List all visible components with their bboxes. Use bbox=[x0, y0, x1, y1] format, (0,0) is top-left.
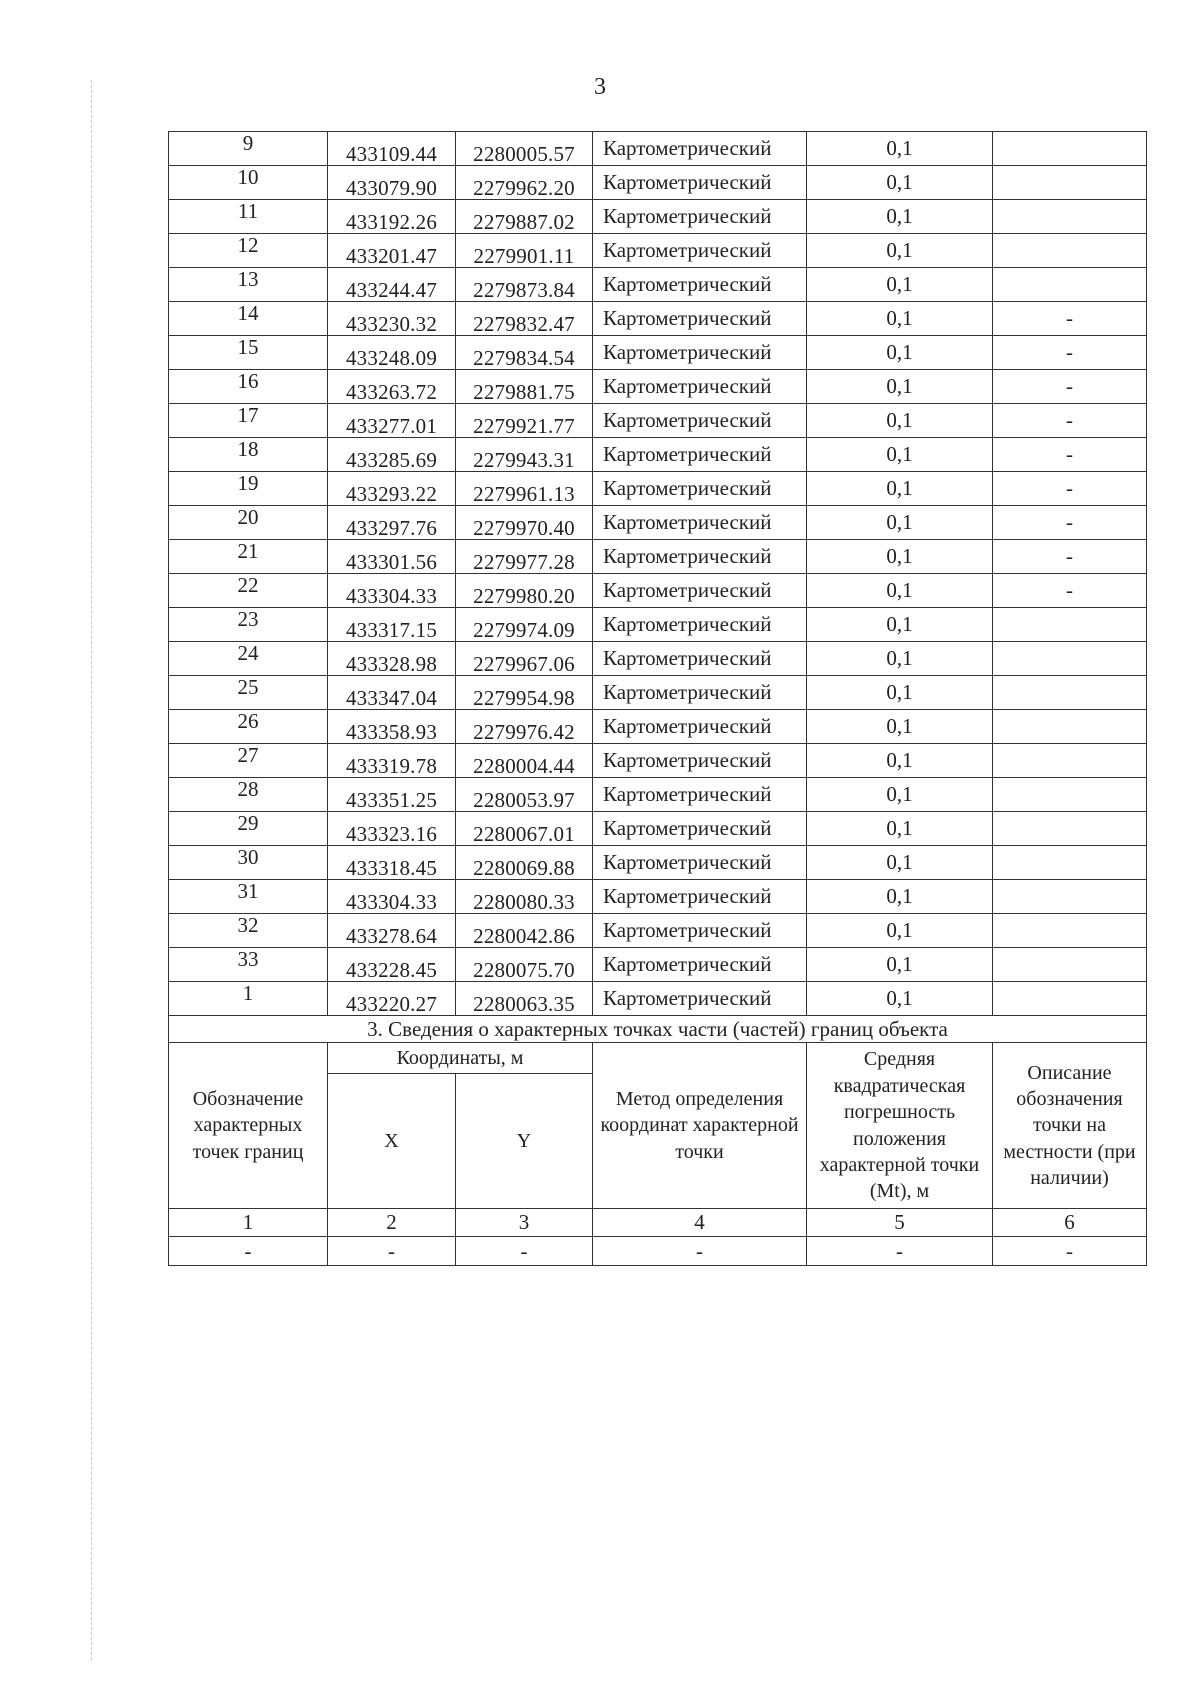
y-coordinate-cell: 2280075.70 bbox=[456, 948, 593, 982]
y-coordinate-cell: 2280005.57 bbox=[456, 132, 593, 166]
method-cell: Картометрический bbox=[593, 200, 807, 234]
description-cell bbox=[993, 200, 1147, 234]
table-row bbox=[169, 982, 1147, 1016]
column-numbers-row bbox=[169, 1209, 1147, 1237]
error-cell: 0,1 bbox=[807, 710, 993, 744]
error-cell: 0,1 bbox=[807, 132, 993, 166]
point-number-cell: 24 bbox=[169, 642, 328, 676]
table-row bbox=[169, 812, 1147, 846]
point-number-cell: 1 bbox=[169, 982, 328, 1016]
method-cell: Картометрический bbox=[593, 914, 807, 948]
point-number-cell: 32 bbox=[169, 914, 328, 948]
x-coordinate-cell: 433285.69 bbox=[328, 438, 456, 472]
section3-header-row-top bbox=[169, 1043, 1147, 1074]
description-cell: - bbox=[993, 438, 1147, 472]
description-cell bbox=[993, 132, 1147, 166]
error-cell: 0,1 bbox=[807, 166, 993, 200]
y-coordinate-cell: 2280080.33 bbox=[456, 880, 593, 914]
y-coordinate-cell: 2279977.28 bbox=[456, 540, 593, 574]
x-coordinate-cell: 433228.45 bbox=[328, 948, 456, 982]
table-row bbox=[169, 506, 1147, 540]
error-cell: 0,1 bbox=[807, 812, 993, 846]
y-coordinate-cell: 2280067.01 bbox=[456, 812, 593, 846]
column-number: 6 bbox=[993, 1209, 1147, 1237]
table-row bbox=[169, 370, 1147, 404]
table-row bbox=[169, 200, 1147, 234]
empty-cell: - bbox=[993, 1237, 1147, 1266]
column-number: 1 bbox=[169, 1209, 328, 1237]
table-row bbox=[169, 948, 1147, 982]
x-coordinate-cell: 433220.27 bbox=[328, 982, 456, 1016]
x-coordinate-cell: 433248.09 bbox=[328, 336, 456, 370]
table-row bbox=[169, 574, 1147, 608]
description-cell bbox=[993, 608, 1147, 642]
method-cell: Картометрический bbox=[593, 268, 807, 302]
x-coordinate-cell: 433277.01 bbox=[328, 404, 456, 438]
column-number: 2 bbox=[328, 1209, 456, 1237]
boundary-points-table bbox=[168, 131, 1147, 1266]
y-coordinate-cell: 2279921.77 bbox=[456, 404, 593, 438]
description-cell: - bbox=[993, 370, 1147, 404]
description-cell: - bbox=[993, 574, 1147, 608]
x-coordinate-cell: 433347.04 bbox=[328, 676, 456, 710]
method-cell: Картометрический bbox=[593, 302, 807, 336]
point-number-cell: 23 bbox=[169, 608, 328, 642]
point-number-cell: 26 bbox=[169, 710, 328, 744]
error-cell: 0,1 bbox=[807, 506, 993, 540]
y-coordinate-cell: 2279967.06 bbox=[456, 642, 593, 676]
table-row bbox=[169, 914, 1147, 948]
x-coordinate-cell: 433244.47 bbox=[328, 268, 456, 302]
method-cell: Картометрический bbox=[593, 472, 807, 506]
table-row bbox=[169, 744, 1147, 778]
method-cell: Картометрический bbox=[593, 812, 807, 846]
point-number-cell: 21 bbox=[169, 540, 328, 574]
description-cell: - bbox=[993, 506, 1147, 540]
x-coordinate-cell: 433304.33 bbox=[328, 574, 456, 608]
point-number-cell: 27 bbox=[169, 744, 328, 778]
error-cell: 0,1 bbox=[807, 336, 993, 370]
point-number-cell: 30 bbox=[169, 846, 328, 880]
description-cell: - bbox=[993, 540, 1147, 574]
table-row bbox=[169, 404, 1147, 438]
section3-title: 3. Сведения о характерных точках части (частей) границ объекта bbox=[169, 1016, 1147, 1043]
point-number-cell: 10 bbox=[169, 166, 328, 200]
x-coordinate-cell: 433230.32 bbox=[328, 302, 456, 336]
error-cell: 0,1 bbox=[807, 302, 993, 336]
description-cell: - bbox=[993, 336, 1147, 370]
y-coordinate-cell: 2279881.75 bbox=[456, 370, 593, 404]
y-coordinate-cell: 2279832.47 bbox=[456, 302, 593, 336]
description-cell bbox=[993, 846, 1147, 880]
method-cell: Картометрический bbox=[593, 404, 807, 438]
description-cell: - bbox=[993, 404, 1147, 438]
table-row bbox=[169, 336, 1147, 370]
empty-data-row bbox=[169, 1237, 1147, 1266]
table-row bbox=[169, 472, 1147, 506]
error-cell: 0,1 bbox=[807, 404, 993, 438]
point-number-cell: 11 bbox=[169, 200, 328, 234]
description-cell bbox=[993, 268, 1147, 302]
y-coordinate-cell: 2279954.98 bbox=[456, 676, 593, 710]
left-margin-perforation bbox=[91, 80, 92, 1660]
table-row bbox=[169, 710, 1147, 744]
header-method: Метод определения координат характерной точки bbox=[593, 1043, 807, 1209]
error-cell: 0,1 bbox=[807, 880, 993, 914]
point-number-cell: 18 bbox=[169, 438, 328, 472]
y-coordinate-cell: 2280063.35 bbox=[456, 982, 593, 1016]
y-coordinate-cell: 2280053.97 bbox=[456, 778, 593, 812]
method-cell: Картометрический bbox=[593, 540, 807, 574]
error-cell: 0,1 bbox=[807, 370, 993, 404]
point-number-cell: 13 bbox=[169, 268, 328, 302]
method-cell: Картометрический bbox=[593, 608, 807, 642]
empty-cell: - bbox=[169, 1237, 328, 1266]
point-number-cell: 15 bbox=[169, 336, 328, 370]
table-row bbox=[169, 608, 1147, 642]
x-coordinate-cell: 433358.93 bbox=[328, 710, 456, 744]
method-cell: Картометрический bbox=[593, 982, 807, 1016]
table-row bbox=[169, 540, 1147, 574]
y-coordinate-cell: 2279887.02 bbox=[456, 200, 593, 234]
table-row bbox=[169, 438, 1147, 472]
point-number-cell: 19 bbox=[169, 472, 328, 506]
column-number: 4 bbox=[593, 1209, 807, 1237]
header-designation: Обозначение характерных точек границ bbox=[169, 1043, 328, 1209]
x-coordinate-cell: 433293.22 bbox=[328, 472, 456, 506]
y-coordinate-cell: 2280004.44 bbox=[456, 744, 593, 778]
error-cell: 0,1 bbox=[807, 234, 993, 268]
error-cell: 0,1 bbox=[807, 948, 993, 982]
x-coordinate-cell: 433297.76 bbox=[328, 506, 456, 540]
x-coordinate-cell: 433323.16 bbox=[328, 812, 456, 846]
description-cell bbox=[993, 880, 1147, 914]
point-number-cell: 29 bbox=[169, 812, 328, 846]
section3-title-row bbox=[169, 1016, 1147, 1043]
point-number-cell: 17 bbox=[169, 404, 328, 438]
error-cell: 0,1 bbox=[807, 846, 993, 880]
description-cell bbox=[993, 982, 1147, 1016]
column-number: 3 bbox=[456, 1209, 593, 1237]
empty-cell: - bbox=[593, 1237, 807, 1266]
x-coordinate-cell: 433079.90 bbox=[328, 166, 456, 200]
x-coordinate-cell: 433318.45 bbox=[328, 846, 456, 880]
error-cell: 0,1 bbox=[807, 778, 993, 812]
header-y: Y bbox=[456, 1074, 593, 1209]
y-coordinate-cell: 2279901.11 bbox=[456, 234, 593, 268]
point-number-cell: 20 bbox=[169, 506, 328, 540]
error-cell: 0,1 bbox=[807, 200, 993, 234]
points-table-body bbox=[169, 132, 1147, 1016]
description-cell bbox=[993, 710, 1147, 744]
x-coordinate-cell: 433317.15 bbox=[328, 608, 456, 642]
error-cell: 0,1 bbox=[807, 574, 993, 608]
x-coordinate-cell: 433201.47 bbox=[328, 234, 456, 268]
header-x: X bbox=[328, 1074, 456, 1209]
table-row bbox=[169, 166, 1147, 200]
x-coordinate-cell: 433351.25 bbox=[328, 778, 456, 812]
x-coordinate-cell: 433301.56 bbox=[328, 540, 456, 574]
table-row bbox=[169, 880, 1147, 914]
table-row bbox=[169, 234, 1147, 268]
method-cell: Картометрический bbox=[593, 676, 807, 710]
description-cell bbox=[993, 812, 1147, 846]
page-number: 3 bbox=[594, 74, 606, 100]
description-cell bbox=[993, 642, 1147, 676]
method-cell: Картометрический bbox=[593, 574, 807, 608]
description-cell bbox=[993, 166, 1147, 200]
point-number-cell: 14 bbox=[169, 302, 328, 336]
point-number-cell: 31 bbox=[169, 880, 328, 914]
description-cell: - bbox=[993, 302, 1147, 336]
y-coordinate-cell: 2279970.40 bbox=[456, 506, 593, 540]
table-row bbox=[169, 676, 1147, 710]
empty-cell: - bbox=[807, 1237, 993, 1266]
description-cell bbox=[993, 778, 1147, 812]
x-coordinate-cell: 433192.26 bbox=[328, 200, 456, 234]
method-cell: Картометрический bbox=[593, 710, 807, 744]
table-row bbox=[169, 302, 1147, 336]
description-cell: - bbox=[993, 472, 1147, 506]
error-cell: 0,1 bbox=[807, 540, 993, 574]
y-coordinate-cell: 2279961.13 bbox=[456, 472, 593, 506]
method-cell: Картометрический bbox=[593, 744, 807, 778]
point-number-cell: 28 bbox=[169, 778, 328, 812]
table-row bbox=[169, 132, 1147, 166]
table-row bbox=[169, 778, 1147, 812]
header-coordinates: Координаты, м bbox=[328, 1043, 593, 1074]
section3-block bbox=[169, 1016, 1147, 1266]
y-coordinate-cell: 2279962.20 bbox=[456, 166, 593, 200]
y-coordinate-cell: 2279980.20 bbox=[456, 574, 593, 608]
method-cell: Картометрический bbox=[593, 506, 807, 540]
header-description: Описание обозначения точки на местности (при наличии) bbox=[993, 1043, 1147, 1209]
table-row bbox=[169, 642, 1147, 676]
method-cell: Картометрический bbox=[593, 336, 807, 370]
error-cell: 0,1 bbox=[807, 642, 993, 676]
error-cell: 0,1 bbox=[807, 472, 993, 506]
error-cell: 0,1 bbox=[807, 744, 993, 778]
method-cell: Картометрический bbox=[593, 166, 807, 200]
empty-cell: - bbox=[328, 1237, 456, 1266]
column-number: 5 bbox=[807, 1209, 993, 1237]
method-cell: Картометрический bbox=[593, 438, 807, 472]
table-row bbox=[169, 846, 1147, 880]
error-cell: 0,1 bbox=[807, 268, 993, 302]
description-cell bbox=[993, 948, 1147, 982]
error-cell: 0,1 bbox=[807, 914, 993, 948]
table-row bbox=[169, 268, 1147, 302]
x-coordinate-cell: 433278.64 bbox=[328, 914, 456, 948]
x-coordinate-cell: 433304.33 bbox=[328, 880, 456, 914]
point-number-cell: 25 bbox=[169, 676, 328, 710]
error-cell: 0,1 bbox=[807, 438, 993, 472]
point-number-cell: 16 bbox=[169, 370, 328, 404]
y-coordinate-cell: 2280042.86 bbox=[456, 914, 593, 948]
x-coordinate-cell: 433328.98 bbox=[328, 642, 456, 676]
method-cell: Картометрический bbox=[593, 642, 807, 676]
method-cell: Картометрический bbox=[593, 234, 807, 268]
x-coordinate-cell: 433319.78 bbox=[328, 744, 456, 778]
y-coordinate-cell: 2279943.31 bbox=[456, 438, 593, 472]
y-coordinate-cell: 2280069.88 bbox=[456, 846, 593, 880]
y-coordinate-cell: 2279976.42 bbox=[456, 710, 593, 744]
x-coordinate-cell: 433109.44 bbox=[328, 132, 456, 166]
point-number-cell: 12 bbox=[169, 234, 328, 268]
method-cell: Картометрический bbox=[593, 370, 807, 404]
description-cell bbox=[993, 234, 1147, 268]
error-cell: 0,1 bbox=[807, 608, 993, 642]
method-cell: Картометрический bbox=[593, 846, 807, 880]
description-cell bbox=[993, 914, 1147, 948]
error-cell: 0,1 bbox=[807, 982, 993, 1016]
method-cell: Картометрический bbox=[593, 778, 807, 812]
description-cell bbox=[993, 744, 1147, 778]
method-cell: Картометрический bbox=[593, 880, 807, 914]
y-coordinate-cell: 2279834.54 bbox=[456, 336, 593, 370]
header-error: Средняя квадратическая погрешность положения характерной точки (Mt), м bbox=[807, 1043, 993, 1209]
x-coordinate-cell: 433263.72 bbox=[328, 370, 456, 404]
error-cell: 0,1 bbox=[807, 676, 993, 710]
y-coordinate-cell: 2279974.09 bbox=[456, 608, 593, 642]
description-cell bbox=[993, 676, 1147, 710]
point-number-cell: 9 bbox=[169, 132, 328, 166]
empty-cell: - bbox=[456, 1237, 593, 1266]
method-cell: Картометрический bbox=[593, 132, 807, 166]
y-coordinate-cell: 2279873.84 bbox=[456, 268, 593, 302]
method-cell: Картометрический bbox=[593, 948, 807, 982]
point-number-cell: 33 bbox=[169, 948, 328, 982]
point-number-cell: 22 bbox=[169, 574, 328, 608]
